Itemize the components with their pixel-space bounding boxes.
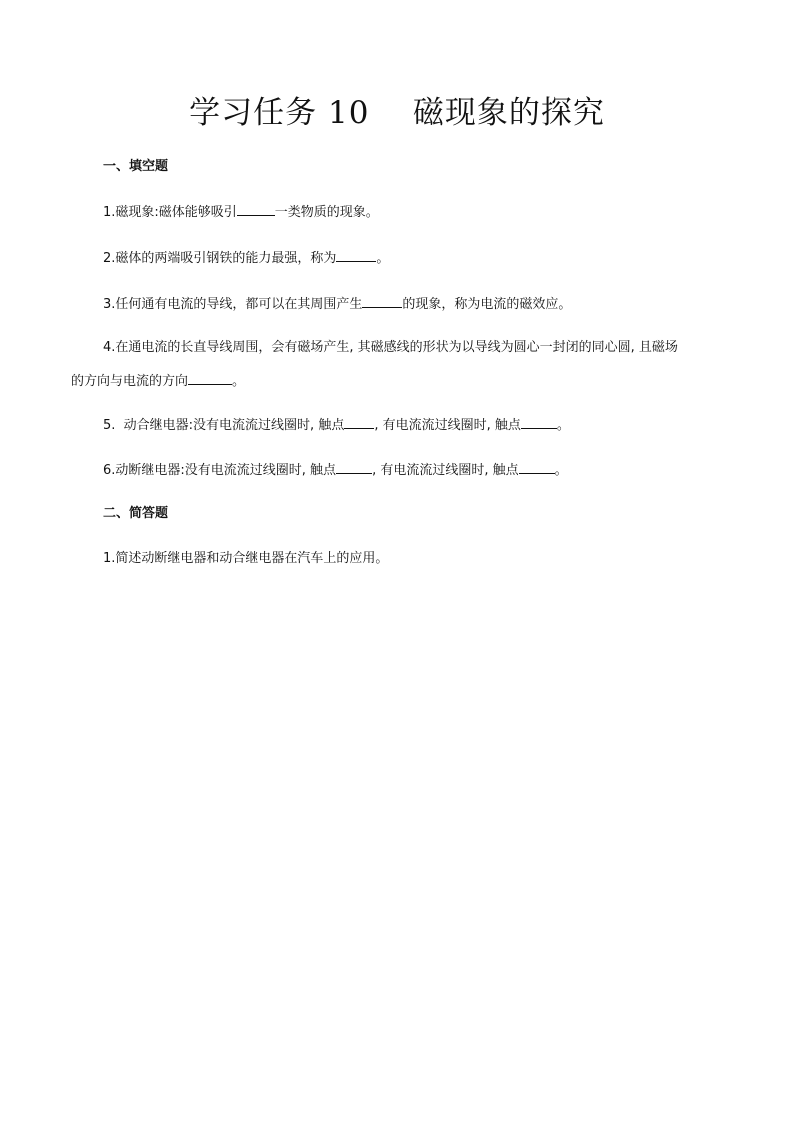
question-6-text-end: 。	[554, 463, 568, 478]
answer-blank	[188, 370, 232, 385]
page-title: 学习任务 10 磁现象的探究	[189, 95, 605, 131]
question-6-text-mid: , 有电流流过线圈时, 触点	[372, 463, 519, 478]
answer-blank	[344, 414, 374, 429]
question-6-text-start: 6.动断继电器:没有电流流过线圈时, 触点	[103, 463, 337, 478]
section-heading-fill-in: 一、填空题	[103, 159, 169, 174]
question-1-text-start: 1.磁现象:磁体能够吸引	[103, 205, 237, 220]
question-4-text-end: 。	[232, 374, 246, 389]
question-5-text-mid: , 有电流流过线圈时, 触点	[374, 418, 521, 433]
question-4-text-start: 的方向与电流的方向	[71, 374, 189, 389]
answer-blank	[336, 459, 372, 474]
answer-blank	[237, 201, 275, 216]
question-6	[103, 459, 568, 481]
question-5-text-start: 5. 动合继电器:没有电流流过线圈时, 触点	[103, 418, 345, 433]
question-4-line-2	[71, 370, 245, 392]
answer-blank	[521, 414, 557, 429]
question-5	[103, 414, 570, 436]
question-5-text-end: 。	[556, 418, 570, 433]
question-1	[103, 201, 379, 223]
question-1-text-end: 一类物质的现象。	[274, 205, 379, 220]
answer-blank	[336, 247, 376, 262]
question-3	[103, 293, 571, 315]
question-2-text-start: 2.磁体的两端吸引钢铁的能力最强，称为	[103, 251, 337, 266]
question-3-text-end: 的现象，称为电流的磁效应。	[402, 297, 572, 312]
section-heading-short-answer: 二、简答题	[103, 506, 169, 521]
question-2	[103, 247, 389, 269]
question-4-line-1: 4.在通电流的长直导线周围，会有磁场产生, 其磁感线的形状为以导线为圆心一封闭的同心圆, 且磁场	[103, 340, 678, 355]
question-3-text-start: 3.任何通有电流的导线，都可以在其周围产生	[103, 297, 363, 312]
answer-blank	[519, 459, 555, 474]
short-answer-question-1: 1.简述动断继电器和动合继电器在汽车上的应用。	[103, 551, 389, 566]
answer-blank	[362, 293, 402, 308]
question-2-text-end: 。	[376, 251, 390, 266]
